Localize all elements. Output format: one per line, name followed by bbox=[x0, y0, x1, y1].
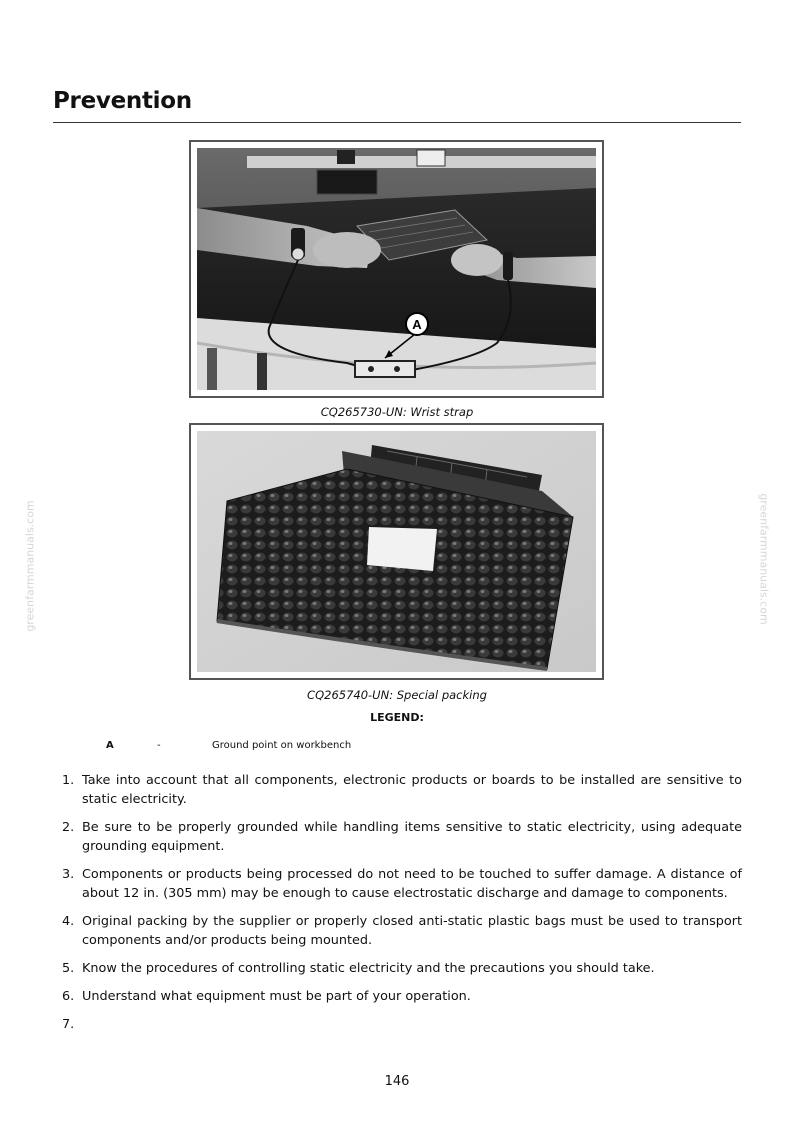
list-item bbox=[62, 771, 742, 809]
figure-special-packing bbox=[189, 423, 604, 680]
list-item bbox=[62, 865, 742, 903]
list-item-text: Be sure to be properly grounded while handling items sensitive to static electricity, using adequate grounding equipment. bbox=[82, 820, 742, 854]
list-item-text: Original packing by the supplier or properly closed anti-static plastic bags must be used to transport components and/or products being mounted. bbox=[82, 914, 742, 948]
list-item-number: 1. bbox=[62, 773, 75, 788]
list-item bbox=[62, 912, 742, 950]
list-item-text: Understand what equipment must be part of your operation. bbox=[82, 989, 471, 1004]
list-item-text: Know the procedures of controlling static electricity and the precautions you should take. bbox=[82, 961, 655, 976]
list-item-number: 5. bbox=[62, 961, 75, 976]
page-title: Prevention bbox=[53, 88, 192, 114]
wrist-strap-photo bbox=[197, 148, 596, 390]
title-divider bbox=[53, 122, 741, 123]
list-item-text: Components or products being processed do not need to be touched to suffer damage. A distance of about 12 in. (305 mm) may be enough to cause electrostatic discharge and damage to components. bbox=[82, 867, 742, 901]
list-item-number: 2. bbox=[62, 820, 75, 835]
figure-caption-special-packing: CQ265740-UN: Special packing bbox=[307, 688, 487, 702]
list-item bbox=[62, 818, 742, 856]
legend-separator: - bbox=[157, 740, 161, 751]
list-item bbox=[62, 959, 742, 978]
callout-a-label: A bbox=[412, 317, 422, 332]
figure-wrist-strap bbox=[189, 140, 604, 398]
legend-heading: LEGEND: bbox=[370, 711, 424, 724]
prevention-steps-list bbox=[62, 771, 742, 1032]
legend-description: Ground point on workbench bbox=[212, 740, 352, 751]
list-item bbox=[62, 987, 742, 1006]
watermark-right: greenfarmmanuals.com bbox=[757, 493, 771, 625]
list-item-number: 6. bbox=[62, 989, 75, 1004]
watermark-left: greenfarmmanuals.com bbox=[23, 500, 37, 632]
list-item-text: Take into account that all components, electronic products or boards to be installed are sensitive to static electricity. bbox=[82, 773, 742, 807]
page-number: 146 bbox=[384, 1074, 410, 1089]
special-packing-photo bbox=[197, 431, 596, 672]
list-item-number: 4. bbox=[62, 914, 75, 929]
legend-key: A bbox=[106, 740, 114, 751]
figure-caption-wrist-strap: CQ265730-UN: Wrist strap bbox=[320, 405, 474, 419]
list-item-number: 7. bbox=[62, 1017, 75, 1032]
legend-item bbox=[0, 740, 794, 754]
list-item-number: 3. bbox=[62, 867, 75, 882]
